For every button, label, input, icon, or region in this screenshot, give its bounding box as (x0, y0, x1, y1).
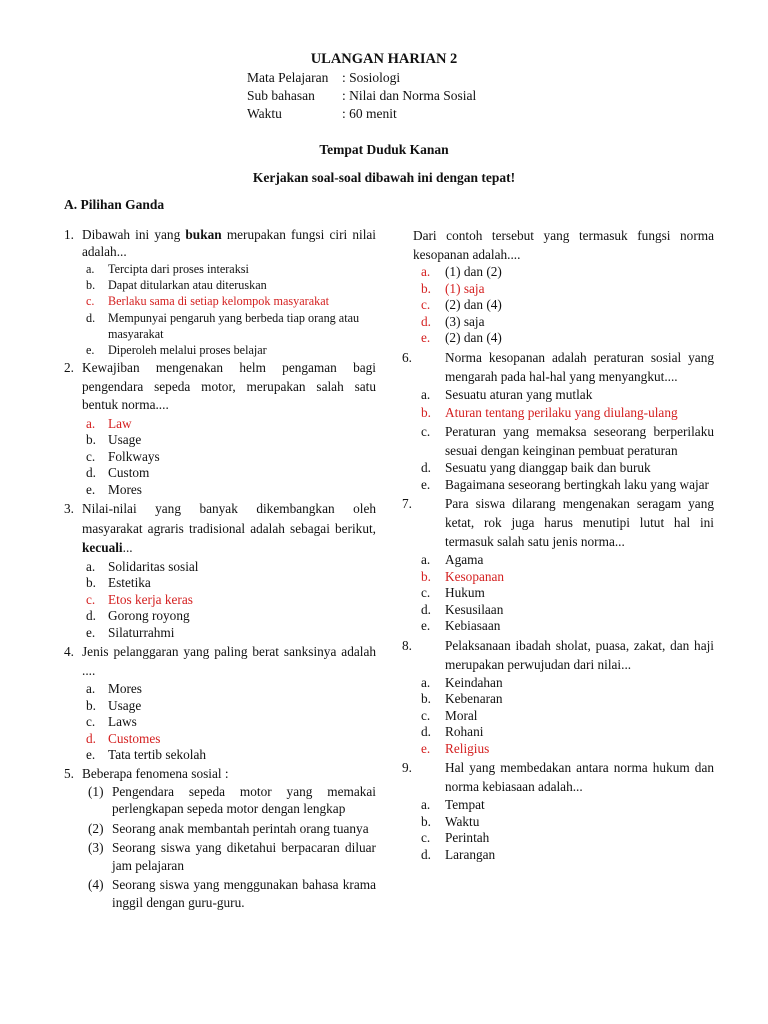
option-letter: e. (86, 343, 95, 358)
meta-value: : Nilai dan Norma Sosial (342, 88, 477, 103)
option-text: Religius (445, 740, 490, 756)
option-text: Hukum (445, 585, 485, 600)
option-answer (64, 731, 376, 748)
option-answer (64, 293, 376, 309)
option-text: Mempunyai pengaruh yang berbeda tiap orang atau masyarakat (108, 310, 360, 341)
option (400, 460, 714, 477)
option (400, 477, 714, 494)
q9-options (400, 797, 714, 863)
option-text: Dapat ditularkan atau diteruskan (108, 278, 267, 293)
meta-key: Sub bahasan (247, 88, 315, 103)
question-5 (64, 765, 376, 782)
option-letter: a. (86, 558, 96, 574)
option-answer (400, 741, 714, 758)
option-letter: e. (421, 618, 431, 633)
item-label: (3) (88, 840, 104, 856)
option-letter: b. (421, 405, 431, 420)
option-text: Usage (108, 432, 142, 448)
q6-options (400, 387, 714, 494)
option (400, 830, 714, 847)
right-column (400, 226, 714, 864)
option-text: Waktu (445, 813, 480, 829)
q8-options (400, 675, 714, 758)
question-number: 1. (64, 227, 74, 242)
option-text: Keindahan (445, 674, 503, 690)
question-text: Hal yang membedakan antara norma hukum dan norma kebiasaan adalah... (445, 760, 714, 794)
option-text: Agama (445, 552, 484, 567)
option-text: Berlaku sama di setiap kelompok masyarakat (108, 294, 329, 309)
option-answer (400, 403, 714, 422)
meta-key: Mata Pelajaran (247, 70, 329, 85)
option-text: Etos kerja keras (108, 591, 193, 607)
q5-item (64, 876, 376, 911)
option-letter: b. (86, 432, 96, 448)
option (400, 585, 714, 602)
question-text: Nilai-nilai yang banyak dikembangkan oleh masyarakat agraris tradisional adalah sebagai berikut, (82, 501, 376, 536)
option (400, 618, 714, 635)
option-text: Folkways (108, 448, 160, 464)
option (64, 465, 376, 482)
item-text: Seorang anak membantah perintah orang tuanya (112, 820, 369, 836)
option-text: Tercipta dari proses interaksi (108, 262, 249, 276)
option (400, 814, 714, 831)
option-letter: e. (86, 481, 96, 497)
option-text: Bagaimana seseorang bertingkah laku yang wajar (445, 476, 709, 492)
option-letter: a. (421, 674, 431, 690)
question-emphasis: bukan (185, 227, 222, 242)
option-text: Custom (108, 465, 150, 481)
option-text: Silaturrahmi (108, 624, 175, 640)
option (64, 559, 376, 576)
option-text: Kebenaran (445, 691, 503, 706)
question-text: Para siswa dilarang mengenakan seragam yang ketat, rok juga harus menutipi lutut hal ini termasuk salah satu jenis norma... (445, 496, 714, 549)
option-letter: c. (86, 591, 96, 607)
option (400, 847, 714, 864)
q3-options (64, 559, 376, 642)
option-text: Solidaritas sosial (108, 558, 199, 574)
option-text: Usage (108, 697, 142, 713)
question-text: Dibawah ini yang (82, 227, 186, 242)
option (400, 675, 714, 692)
option (64, 714, 376, 731)
q1-options (64, 261, 376, 358)
option-text: Kebiasaan (445, 618, 501, 633)
option-letter: e. (421, 476, 431, 492)
item-label: (2) (88, 820, 104, 836)
option-text: Aturan tentang perilaku yang diulang-ulang (445, 405, 678, 420)
option-text: (1) saja (445, 280, 485, 296)
option-text: Gorong royong (108, 608, 190, 624)
question-number: 9. (402, 760, 412, 775)
q5-item (64, 783, 376, 818)
option-text: Kesusilaan (445, 601, 504, 617)
question-text: merupakan fungsi ciri nilai adalah... (82, 227, 376, 259)
option-text: Sesuatu aturan yang mutlak (445, 386, 593, 402)
option-text: Moral (445, 707, 478, 723)
option-letter: c. (86, 294, 95, 309)
option (400, 797, 714, 814)
question-text: Kewajiban mengenakan helm pengaman bagi pengendara sepeda motor, merupakan salah satu bentuk norma.... (82, 360, 376, 413)
option (400, 602, 714, 619)
question-number: 7. (402, 496, 412, 511)
question-8 (399, 636, 714, 674)
option (400, 314, 714, 331)
question-text: Jenis pelanggaran yang paling berat sanksinya adalah .... (82, 644, 376, 679)
seat-label: Tempat Duduk Kanan (319, 142, 449, 157)
meta-key: Waktu (247, 106, 282, 121)
option (400, 297, 714, 314)
option-letter: d. (421, 313, 431, 329)
option (64, 747, 376, 764)
option-letter: b. (86, 278, 96, 293)
question-9 (399, 758, 714, 796)
option (64, 310, 376, 342)
question-7 (399, 494, 714, 551)
option-letter: d. (421, 601, 431, 617)
option (64, 698, 376, 715)
option-letter: e. (421, 740, 431, 756)
option-text: Kesopanan (445, 568, 505, 584)
option (64, 432, 376, 449)
option-text: Diperoleh melalui proses belajar (108, 343, 267, 358)
option-answer (400, 569, 714, 586)
option (400, 552, 714, 569)
option-letter: d. (421, 724, 431, 739)
option-text: Peraturan yang memaksa seseorang berperilaku sesuai dengan keinginan pembuat peraturan (445, 424, 714, 458)
option (400, 422, 714, 460)
option (64, 681, 376, 698)
option-letter: b. (421, 568, 431, 584)
option-letter: a. (421, 797, 431, 812)
option (400, 387, 714, 404)
question-number: 4. (64, 644, 74, 660)
q5-options (400, 264, 714, 347)
option-text: Perintah (445, 830, 490, 845)
q5-continuation: Dari contoh tersebut yang termasuk fungsi norma kesopanan adalah.... (413, 228, 714, 262)
option-letter: a. (421, 552, 431, 567)
option-letter: d. (86, 608, 96, 624)
option-answer (64, 416, 376, 433)
q7-options (400, 552, 714, 635)
option-letter: d. (421, 846, 431, 862)
meta-subtopic (247, 88, 476, 104)
item-label: (4) (88, 877, 104, 893)
option-text: Mores (108, 681, 142, 697)
option (400, 708, 714, 725)
option-letter: b. (421, 280, 431, 296)
option-letter: a. (421, 264, 431, 279)
question-6 (399, 348, 714, 386)
item-text: Pengendara sepeda motor yang memakai perlengkapan sepeda motor dengan lengkap (112, 783, 376, 817)
option-letter: b. (421, 813, 431, 829)
option (64, 608, 376, 625)
option (64, 277, 376, 293)
option-letter: b. (86, 697, 96, 713)
question-number: 3. (64, 501, 74, 517)
option-text: (3) saja (445, 313, 485, 329)
question-3 (64, 499, 376, 558)
option-letter: c. (421, 585, 431, 600)
option-text: Law (108, 415, 132, 431)
option-letter: d. (86, 730, 96, 746)
question-2 (64, 359, 376, 415)
item-text: Seorang siswa yang diketahui berpacaran diluar jam pelajaran (112, 840, 376, 873)
option (400, 724, 714, 741)
option-letter: c. (421, 424, 431, 439)
question-text: Norma kesopanan adalah peraturan sosial yang mengarah pada hal-hal yang menyangkut.... (445, 349, 714, 384)
meta-time (247, 106, 397, 122)
option-text: Tata tertib sekolah (108, 747, 207, 763)
option-text: Laws (108, 714, 137, 730)
option-text: Estetika (108, 575, 151, 591)
option-letter: b. (86, 575, 96, 591)
option (64, 482, 376, 499)
option-text: (2) dan (4) (445, 297, 502, 312)
option-text: Sesuatu yang dianggap baik dan buruk (445, 460, 651, 475)
option (64, 575, 376, 592)
option-letter: c. (421, 297, 431, 312)
option-text: Mores (108, 481, 142, 497)
option-letter: a. (86, 262, 95, 276)
option-letter: e. (86, 624, 96, 640)
option (400, 264, 714, 281)
item-text: Seorang siswa yang menggunakan bahasa krama inggil dengan guru-guru. (112, 877, 376, 910)
option-letter: b. (421, 691, 431, 706)
option-letter: c. (86, 714, 96, 730)
meta-value: : Sosiologi (342, 70, 401, 85)
option-letter: a. (86, 681, 96, 697)
option-letter: e. (86, 747, 96, 763)
option (64, 342, 376, 358)
option-text: Customes (108, 730, 161, 746)
option-letter: a. (86, 415, 96, 431)
option-text: Larangan (445, 846, 496, 862)
instruction: Kerjakan soal-soal dibawah ini dengan tepat! (252, 170, 516, 185)
option (64, 449, 376, 466)
option-text: Rohani (445, 724, 484, 739)
q5-item (64, 839, 376, 874)
q4-options (64, 681, 376, 764)
option (400, 691, 714, 708)
option-letter: d. (421, 460, 431, 475)
section-heading: A. Pilihan Ganda (64, 197, 165, 212)
option-answer (64, 592, 376, 609)
option-letter: a. (421, 386, 431, 402)
question-number: 8. (402, 637, 412, 653)
option-text: (1) dan (2) (445, 264, 502, 279)
option-letter: e. (421, 330, 431, 345)
q2-options (64, 416, 376, 499)
question-4 (64, 642, 376, 680)
document-title: ULANGAN HARIAN 2 (310, 51, 458, 67)
option-letter: c. (86, 448, 96, 464)
q5-item (64, 820, 376, 838)
question-number: 2. (64, 360, 74, 376)
question-1 (64, 226, 376, 260)
question-text: ... (122, 540, 133, 556)
meta-value: : 60 menit (342, 106, 397, 121)
option-letter: c. (421, 707, 431, 723)
option (400, 330, 714, 347)
option-text: Tempat (445, 797, 485, 812)
option-answer (400, 281, 714, 298)
option-text: (2) dan (4) (445, 330, 502, 345)
option (64, 261, 376, 277)
option-letter: d. (86, 310, 96, 325)
question-number: 5. (64, 765, 74, 781)
left-column (64, 226, 376, 913)
option (64, 625, 376, 642)
option-letter: c. (421, 830, 431, 845)
question-number: 6. (402, 349, 412, 365)
meta-subject (247, 70, 400, 86)
question-emphasis: kecuali (82, 540, 123, 556)
question-text: Pelaksanaan ibadah sholat, puasa, zakat, dan haji merupakan perwujudan dari nilai... (445, 637, 714, 672)
option-letter: d. (86, 465, 96, 481)
question-text: Beberapa fenomena sosial : (82, 765, 229, 781)
item-label: (1) (88, 783, 104, 799)
